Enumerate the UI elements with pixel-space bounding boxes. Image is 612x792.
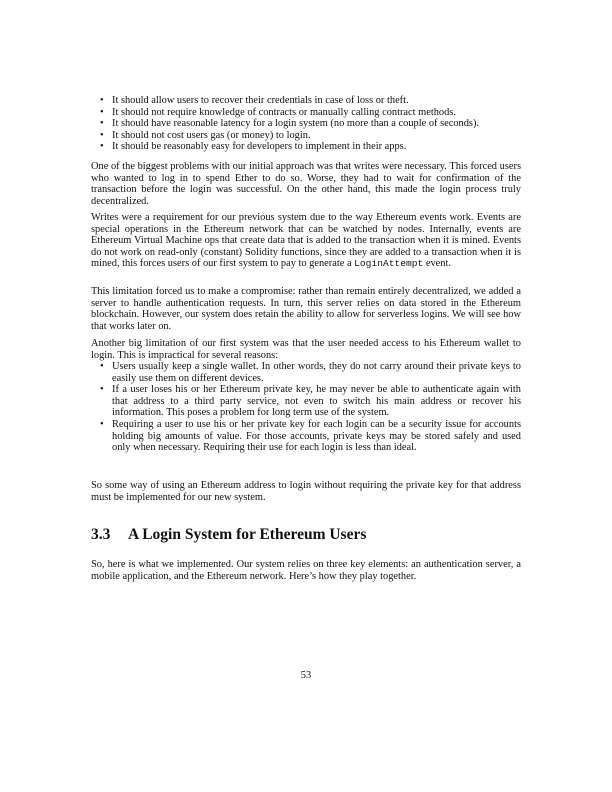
paragraph: This limitation forced us to make a compromise: rather than remain entirely decentralized, we added a server to handle authentication requests. In turn, this server relies on data stored in the Ethereum blockchain. However, our system does retain the ability to allow for serverless logins. We will see how that works later on.: [91, 286, 521, 332]
section-number: 3.3: [91, 526, 111, 543]
limitations-list: [91, 361, 521, 454]
paragraph: [91, 212, 521, 270]
section-heading: [91, 526, 366, 544]
list-item: • It should not require knowledge of contracts or manually calling contract methods.: [91, 107, 521, 119]
list-item: • It should allow users to recover their credentials in case of loss or theft.: [91, 95, 521, 107]
list-item: • Requiring a user to use his or her private key for each login can be a security issue for accounts holding big amounts of value. For those accounts, private keys may be stored safely and used only when necessary. Requiring their use for each login is less than ideal.: [91, 419, 521, 454]
section-title: A Login System for Ethereum Users: [128, 526, 367, 543]
paragraph: One of the biggest problems with our initial approach was that writes were necessary. This forced users who wanted to log in to spend Ether to do so. Worse, they had to wait for confirmation of the transaction before the login was successful. On the other hand, this made the login process truly decentralized.: [91, 161, 521, 207]
page-number: 53: [300, 670, 312, 681]
list-item: • It should be reasonably easy for developers to implement in their apps.: [91, 141, 521, 153]
list-item: • It should not cost users gas (or money) to login.: [91, 130, 521, 142]
paragraph: So some way of using an Ethereum address to login without requiring the private key for that address must be implemented for our new system.: [91, 480, 521, 503]
paragraph: Another big limitation of our first system was that the user needed access to his Ethereum wallet to login. This is impractical for several reasons:: [91, 338, 521, 361]
list-item: • If a user loses his or her Ethereum private key, he may never be able to authenticate again with that address to a third party service, not even to switch his main address or recover his information. This poses a problem for long term use of the system.: [91, 384, 521, 419]
list-item: • It should have reasonable latency for a login system (no more than a couple of seconds).: [91, 118, 521, 130]
paragraph-text: event.: [423, 258, 451, 270]
requirements-list: [91, 95, 521, 153]
paragraph-text: Writes were a requirement for our previous system due to the way Ethereum events work. Events are special operations in the Ethereum network that can be watched by nodes. Internally, events are Ethereum Virtual Machine ops that create data that is added to the transaction when it is mined. Events do not work on read-only (constant) Solidity functions, since they are added to a transaction when it is mined, this forces users of our first system to pay to generate a: [91, 212, 521, 270]
paragraph: So, here is what we implemented. Our system relies on three key elements: an authentication server, a mobile application, and the Ethereum network. Here’s how they play together.: [91, 559, 521, 582]
code-identifier: LoginAttempt: [354, 258, 424, 270]
list-item: • Users usually keep a single wallet. In other words, they do not carry around their private keys to easily use them on different devices.: [91, 361, 521, 384]
